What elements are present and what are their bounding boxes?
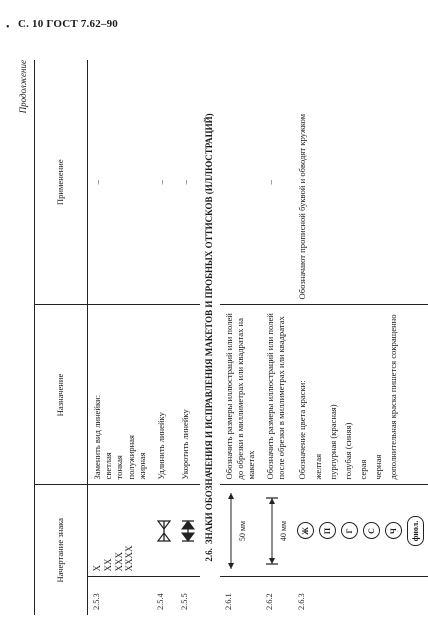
letter-circle-blue: Г <box>341 523 358 540</box>
section-heading: ЗНАКИ ОБОЗНАЧЕНИЯ И ИСПРАВЛЕНИЯ МАКЕТОВ И ПРОБНЫХ ОТТИСКОВ (ИЛЛЮСТРАЦИЙ) <box>203 113 214 545</box>
mark-x3: XXX <box>113 552 124 572</box>
margin-dot: • <box>6 22 10 33</box>
table-row <box>152 60 176 615</box>
header-mark: Начертание знака <box>35 485 88 615</box>
mark-x1: X <box>92 565 102 572</box>
color-extra: дополнительная краска пишется сокращенно <box>388 314 399 480</box>
purpose-cell <box>88 305 152 485</box>
mark-symbols <box>88 485 152 577</box>
purpose-cell: Удлинить линейку <box>152 305 176 485</box>
dimension-mark <box>220 485 262 577</box>
header-application: Применение <box>35 60 88 305</box>
row-number: 2.5.3 <box>92 593 101 610</box>
page-header: С. 10 ГОСТ 7.62–90 <box>18 18 118 30</box>
rotated-table-block <box>16 60 420 615</box>
color-item: черная <box>373 454 384 480</box>
section-title-row <box>200 60 220 615</box>
application-cell: – <box>176 60 200 305</box>
application-cell <box>220 60 262 305</box>
header-purpose: Назначение <box>35 305 88 485</box>
purpose-line: полужирная <box>125 435 136 480</box>
application-cell: – <box>88 60 152 305</box>
table-row <box>261 60 293 615</box>
table-header-row <box>35 60 88 615</box>
section-title <box>200 60 220 615</box>
shorten-mark-icon <box>176 485 200 577</box>
table-row <box>220 60 262 615</box>
table-row <box>88 60 152 615</box>
mark-x4: XXXX <box>124 545 135 572</box>
row-number: 2.5.4 <box>155 593 165 610</box>
color-item: желтая <box>312 453 323 480</box>
color-letter-marks <box>293 485 428 577</box>
gost-table <box>34 60 428 615</box>
color-item: голубая (синяя) <box>342 422 353 480</box>
section-number: 2.6. <box>203 548 214 562</box>
application-cell: – <box>152 60 176 305</box>
letter-circle-black: Ч <box>385 523 402 540</box>
purpose-cell <box>293 305 428 485</box>
row-number: 2.6.3 <box>297 593 307 610</box>
purpose-cell: Укоротить линейку <box>176 305 200 485</box>
lengthen-mark-icon <box>152 485 176 577</box>
letter-oval-violet: фиол. <box>407 516 424 547</box>
letter-circle-gray: С <box>363 523 380 540</box>
table-row <box>176 60 200 615</box>
purpose-line: тонкая <box>114 455 125 480</box>
purpose-heading: Заменить вид линейки: <box>92 394 102 480</box>
application-cell: Обозначают прописной буквой и обводят кружком <box>293 60 428 305</box>
color-item: серая <box>358 459 369 480</box>
color-item: пурпурная (красная) <box>327 404 338 480</box>
row-number: 2.6.1 <box>223 593 233 610</box>
dimension-label: 50 мм <box>237 520 247 542</box>
purpose-line: жирная <box>136 452 147 480</box>
application-cell: – <box>261 60 293 305</box>
letter-circle-yellow: Ж <box>297 523 314 540</box>
mark-x2: XX <box>102 558 113 572</box>
dimension-label: 40 мм <box>279 520 289 542</box>
letter-circle-purple: П <box>319 523 336 540</box>
table-row <box>293 60 428 615</box>
purpose-cell: Обозначить размеры иллюстраций или полей до обрезки в миллиметрах или квадратах на макетах <box>220 305 262 485</box>
row-number: 2.6.2 <box>265 593 275 610</box>
purpose-cell: Обозначить размеры иллюстраций или полей после обрезки в миллиметрах или квадратах <box>261 305 293 485</box>
continued-label: Продолжение <box>18 60 28 114</box>
color-heading: Обозначение цвета краски: <box>297 380 308 480</box>
dimension-bracket-icon <box>265 496 279 566</box>
dimension-mark <box>261 485 293 577</box>
row-number: 2.5.5 <box>179 593 189 610</box>
dimension-arrow-icon <box>224 491 238 571</box>
purpose-line: светлая <box>103 452 114 480</box>
